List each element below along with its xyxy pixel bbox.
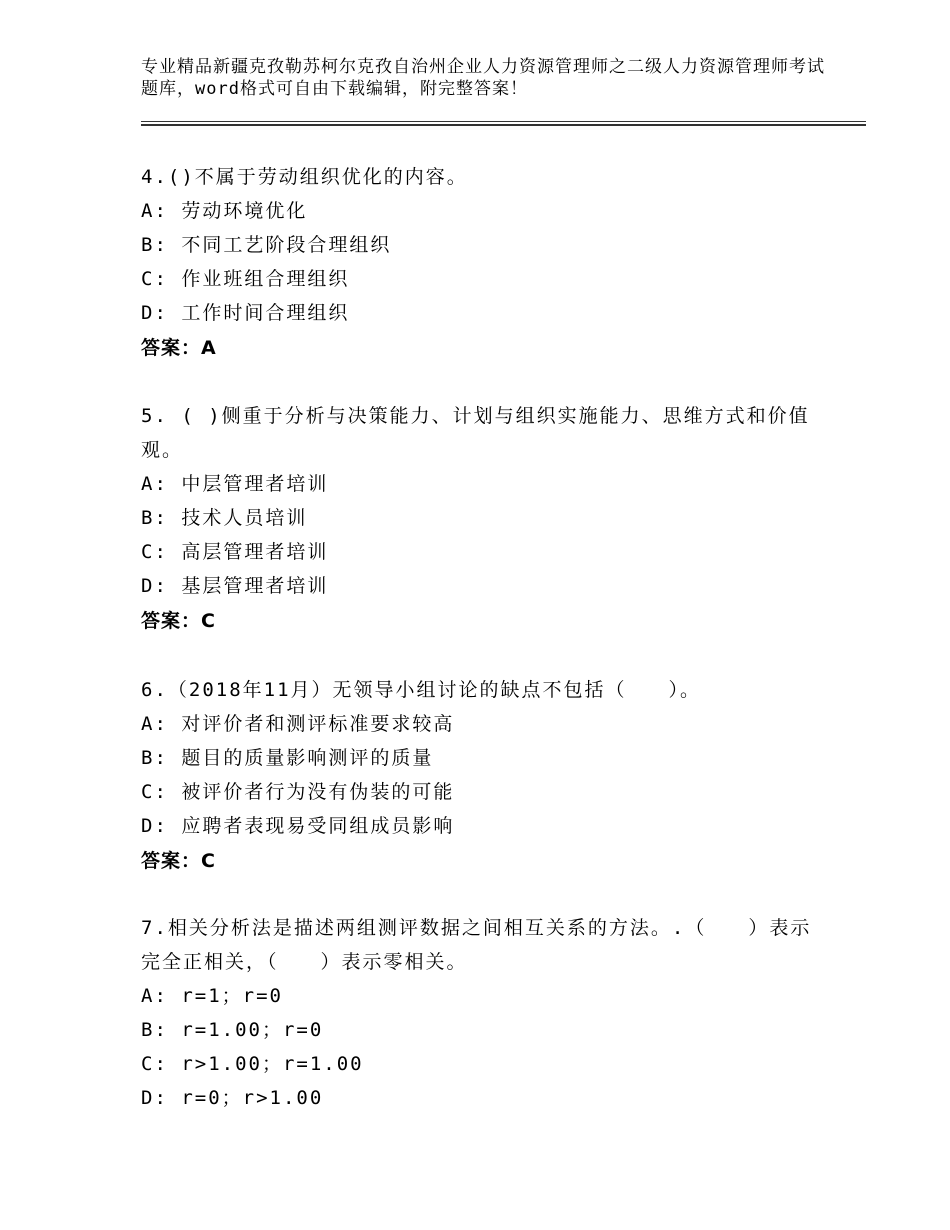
option-b: B: 题目的质量影响测评的质量 bbox=[141, 747, 434, 769]
option-c: C: 高层管理者培训 bbox=[141, 541, 329, 563]
option-a: A: r=1；r=0 bbox=[141, 985, 283, 1007]
question-7 bbox=[141, 911, 831, 1115]
option-c: C: 作业班组合理组织 bbox=[141, 268, 350, 290]
option-d: D: r=0；r>1.00 bbox=[141, 1087, 324, 1109]
question-stem: 6.（2018年11月）无领导小组讨论的缺点不包括（ ）。 bbox=[141, 679, 702, 701]
option-c: C: r>1.00；r=1.00 bbox=[141, 1053, 364, 1075]
answer: 答案：A bbox=[141, 337, 217, 359]
option-c: C: 被评价者行为没有伪装的可能 bbox=[141, 781, 455, 803]
answer: 答案：C bbox=[141, 850, 216, 872]
option-d: D: 工作时间合理组织 bbox=[141, 302, 350, 324]
option-b: B: 技术人员培训 bbox=[141, 507, 308, 529]
header-divider bbox=[141, 121, 866, 126]
option-d: D: 应聘者表现易受同组成员影响 bbox=[141, 815, 455, 837]
option-b: B: r=1.00；r=0 bbox=[141, 1019, 324, 1041]
option-b: B: 不同工艺阶段合理组织 bbox=[141, 234, 392, 256]
answer: 答案：C bbox=[141, 610, 216, 632]
option-a: A: 劳动环境优化 bbox=[141, 200, 308, 222]
question-6 bbox=[141, 673, 831, 879]
option-d: D: 基层管理者培训 bbox=[141, 575, 329, 597]
question-5 bbox=[141, 399, 831, 639]
question-stem: 4.()不属于劳动组织优化的内容。 bbox=[141, 166, 468, 188]
question-stem: 7.相关分析法是描述两组测评数据之间相互关系的方法。.（ ）表示完全正相关，（ ）表示零相关。 bbox=[141, 917, 812, 973]
option-a: A: 对评价者和测评标准要求较高 bbox=[141, 713, 455, 735]
option-a: A: 中层管理者培训 bbox=[141, 473, 329, 495]
document-header: 专业精品新疆克孜勒苏柯尔克孜自治州企业人力资源管理师之二级人力资源管理师考试题库，word格式可自由下载编辑，附完整答案！ bbox=[141, 57, 825, 99]
question-stem: 5. ( )侧重于分析与决策能力、计划与组织实施能力、思维方式和价值观。 bbox=[141, 405, 810, 461]
question-4 bbox=[141, 160, 831, 366]
